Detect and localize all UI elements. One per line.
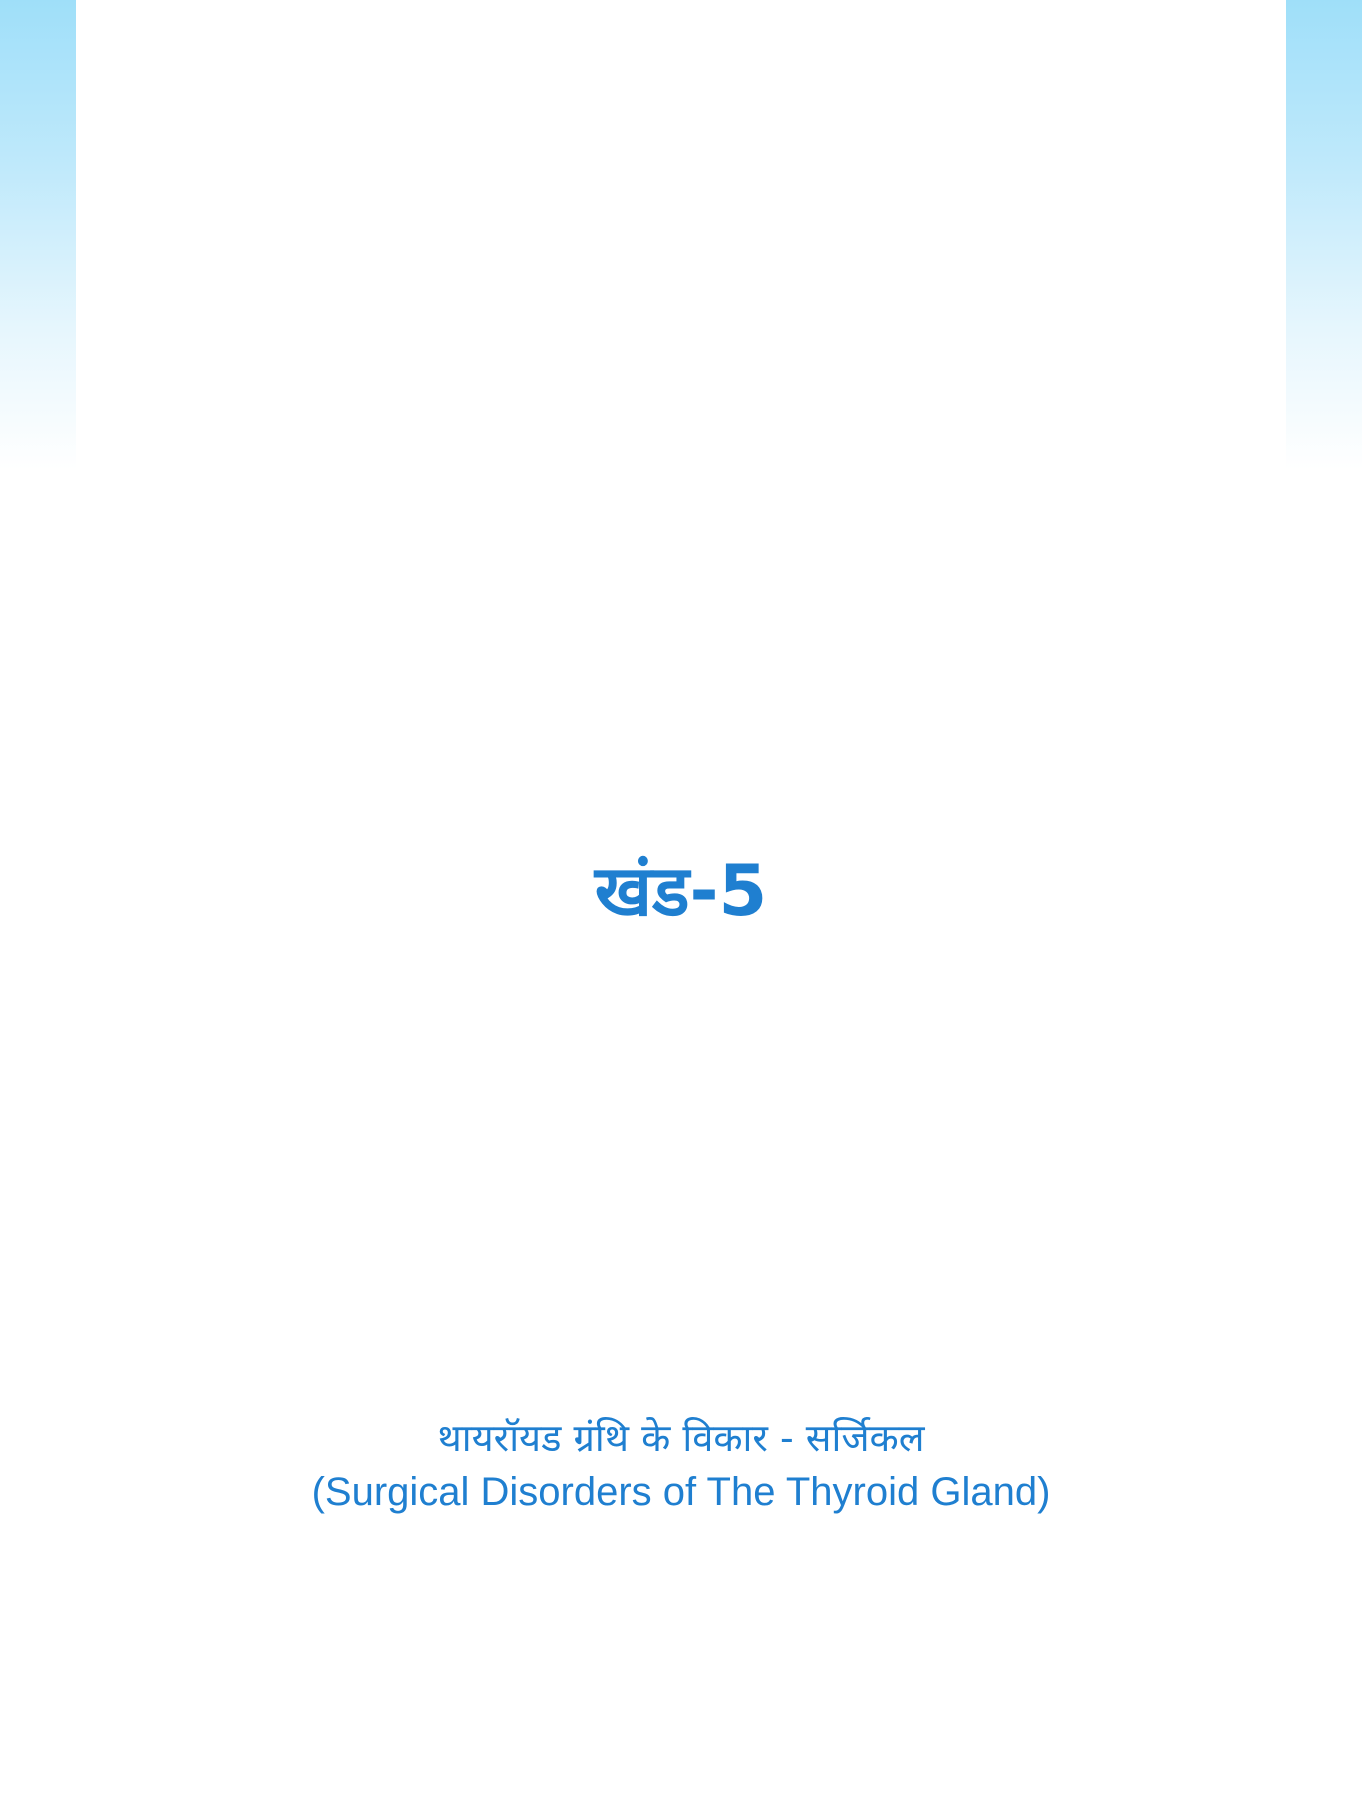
subtitle-hindi: थायरॉयड ग्रंथि के विकार - सर्जिकल <box>437 1416 925 1460</box>
left-decorative-band <box>0 0 76 470</box>
subtitle-english: (Surgical Disorders of The Thyroid Gland) <box>311 1470 1051 1514</box>
section-heading: खंड-5 <box>594 850 768 932</box>
right-decorative-band <box>1286 0 1362 470</box>
